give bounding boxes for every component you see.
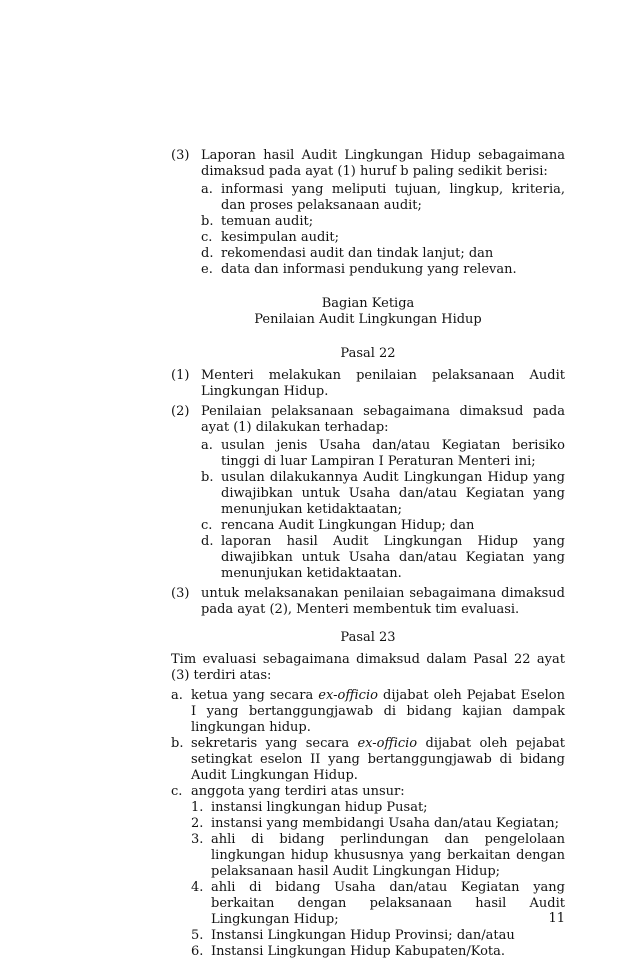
list-item: d. laporan hasil Audit Lingkungan Hidup yang diwajibkan untuk Usaha dan/atau Kegiatan yang menunjukan ketidaktaatan. xyxy=(201,534,565,581)
sublist xyxy=(201,182,565,278)
list-item: d. rekomendasi audit dan tindak lanjut; dan xyxy=(201,246,494,261)
pasal-23-item-b: b. sekretaris yang secara ex-officio dijabat oleh pejabat setingkat eselon II yang bertanggungjawab di bidang Audit Lingkungan Hidup. xyxy=(171,736,565,783)
pasal-22-ayat-1: (1) Menteri melakukan penilaian pelaksanaan Audit Lingkungan Hidup. xyxy=(171,368,565,399)
pasal-22-title: Pasal 22 xyxy=(340,346,396,361)
list-item: e. data dan informasi pendukung yang relevan. xyxy=(201,262,517,277)
list-item: c. kesimpulan audit; xyxy=(201,230,340,245)
list-item: c. rencana Audit Lingkungan Hidup; dan xyxy=(201,518,475,533)
pasal-23-title: Pasal 23 xyxy=(340,630,396,645)
numbered-list xyxy=(191,800,565,960)
list-item: 3. ahli di bidang perlindungan dan pengelolaan lingkungan hidup khususnya yang berkaitan dengan pelaksanaan hasil Audit Lingkungan Hidup; xyxy=(191,832,565,879)
list-item: 1. instansi lingkungan hidup Pusat; xyxy=(191,800,428,815)
ayat-3-laporan xyxy=(171,148,565,278)
section-title: Bagian Ketiga xyxy=(321,296,415,311)
page-number: 11 xyxy=(548,911,565,926)
pasal-23-item-a: a. ketua yang secara ex-officio dijabat oleh Pejabat Eselon I yang bertanggungjawab di bidang kajian dampak lingkungan hidup. xyxy=(171,688,565,735)
pasal-23-item-c: c. anggota yang terdiri atas unsur: 1. instansi lingkungan hidup Pusat; 2. instansi yang membidangi Usaha dan/atau Kegiatan; 3. ahli di bidang perlindungan dan pengelolaan lingkungan hidup khususnya yang berkaitan dengan pelaksanaan hasil Audit Lingkungan Hidup; 4. ahli di bidang Usaha dan/atau Kegiatan yang berkaitan dengan pelaksanaan hasil Audit Lingkungan Hidup; 5. Instansi Lingkungan Hidup Provinsi; dan/atau 6. Instansi Lingkungan Hidup Kabupaten/Kota. xyxy=(171,784,565,959)
sublist xyxy=(201,438,565,582)
list-item: b. temuan audit; xyxy=(201,214,314,229)
list-item: b. usulan dilakukannya Audit Lingkungan Hidup yang diwajibkan untuk Usaha dan/atau Kegiatan yang menunjukan ketidaktaatan; xyxy=(201,470,565,517)
pasal-22-ayat-2: (2) Penilaian pelaksanaan sebagaimana dimaksud pada ayat (1) dilakukan terhadap: a. usulan jenis Usaha dan/atau Kegiatan berisiko tinggi di luar Lampiran I Peraturan Menteri ini; b. usulan dilakukannya Audit Lingkungan Hidup yang diwajibkan untuk Usaha dan/atau Kegiatan yang menunjukan ketidaktaatan; c. rencana Audit Lingkungan Hidup; dan d. laporan hasil Audit Lingkungan Hidup yang diwajibkan untuk Usaha dan/atau Kegiatan yang menunjukan ketidaktaatan. xyxy=(171,404,565,581)
pasal-22-ayat-3: (3) untuk melaksanakan penilaian sebagaimana dimaksud pada ayat (2), Menteri membentuk tim evaluasi. xyxy=(171,586,565,617)
list-item: 6. Instansi Lingkungan Hidup Kabupaten/Kota. xyxy=(191,944,506,959)
list-item: 5. Instansi Lingkungan Hidup Provinsi; dan/atau xyxy=(191,928,515,943)
section-subtitle: Penilaian Audit Lingkungan Hidup xyxy=(254,312,482,327)
list-item: 4. ahli di bidang Usaha dan/atau Kegiatan yang berkaitan dengan pelaksanaan hasil Audit Lingkungan Hidup; xyxy=(191,880,565,927)
page-content xyxy=(171,148,565,960)
pasal-23-intro: Tim evaluasi sebagaimana dimaksud dalam Pasal 22 ayat (3) terdiri atas: xyxy=(171,652,565,683)
section-heading xyxy=(171,296,565,328)
item-text: Laporan hasil Audit Lingkungan Hidup sebagaimana dimaksud pada ayat (1) huruf b paling sedikit berisi: xyxy=(201,148,565,179)
item-number: (3) xyxy=(171,148,190,163)
list-item: a. usulan jenis Usaha dan/atau Kegiatan berisiko tinggi di luar Lampiran I Peraturan Menteri ini; xyxy=(201,438,565,469)
list-item: a. informasi yang meliputi tujuan, lingkup, kriteria, dan proses pelaksanaan audit; xyxy=(201,182,565,213)
list-item: 2. instansi yang membidangi Usaha dan/atau Kegiatan; xyxy=(191,816,560,831)
